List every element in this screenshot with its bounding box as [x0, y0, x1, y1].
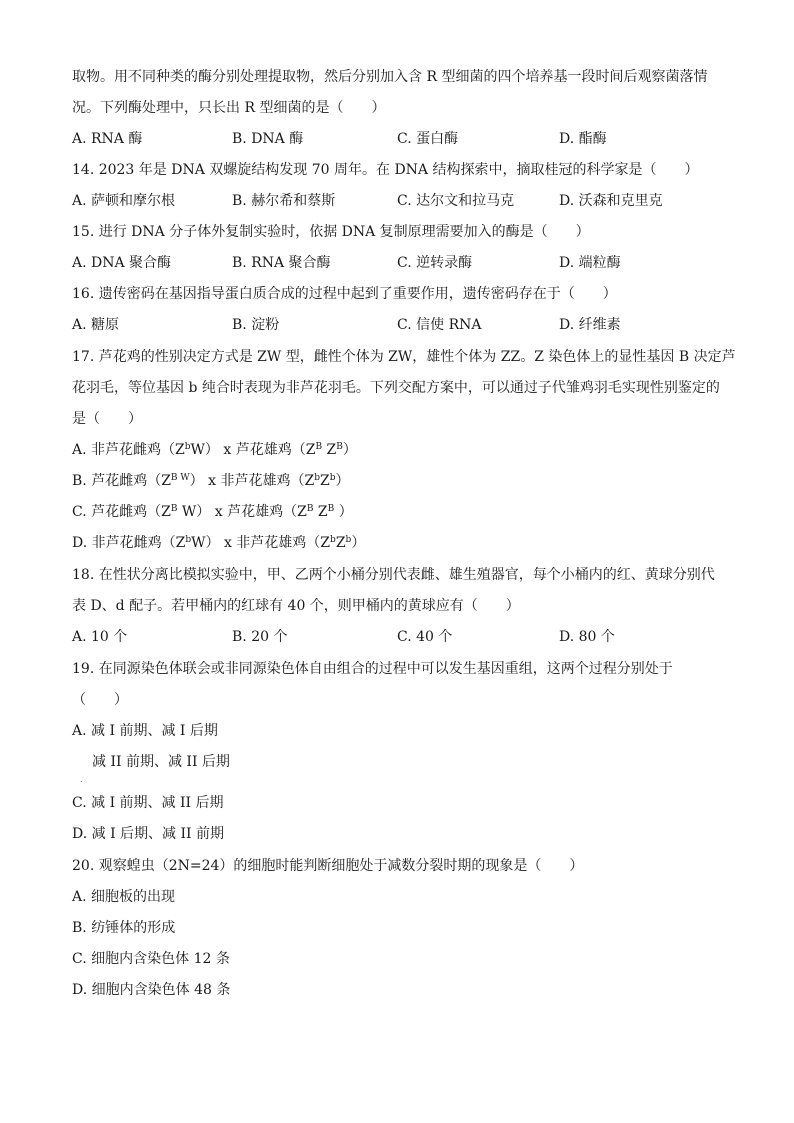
option-text: ） x 非芦花雄鸡（Z [189, 473, 315, 489]
superscript: B [327, 504, 335, 514]
superscript: B W [170, 473, 190, 483]
q16-option-c[interactable]: C. 信使 RNA [397, 317, 482, 333]
superscript: B [336, 442, 343, 452]
q19-stem-line2: （ ） [72, 692, 128, 708]
superscript: b [345, 535, 352, 545]
superscript: b [184, 442, 191, 452]
superscript: b [185, 535, 192, 545]
q16-option-d[interactable]: D. 纤维素 [559, 317, 621, 333]
q13-option-a[interactable]: A. RNA 酶 [72, 131, 143, 147]
q20-option-b[interactable]: B. 纺锤体的形成 [72, 920, 176, 936]
q13-option-b[interactable]: B. DNA 酶 [232, 131, 304, 147]
q20-option-a[interactable]: A. 细胞板的出现 [72, 889, 176, 905]
q18-option-d[interactable]: D. 80 个 [559, 629, 615, 645]
q18-stem-line1: 18. 在性状分离比模拟实验中，甲、乙两个小桶分别代表雌、雄生殖器官，每个小桶内的红、黄球分别代 [72, 567, 715, 583]
option-text: ） [351, 535, 366, 551]
q13-option-c[interactable]: C. 蛋白酶 [397, 131, 459, 147]
option-text: ） [335, 473, 350, 489]
option-text: Z [335, 535, 346, 551]
q18-option-c[interactable]: C. 40 个 [397, 629, 453, 645]
q18-option-a[interactable]: A. 10 个 [72, 629, 128, 645]
q18-option-b[interactable]: B. 20 个 [232, 629, 288, 645]
q15-option-a[interactable]: A. DNA 聚合酶 [72, 255, 172, 271]
option-text: Z [313, 504, 328, 520]
q15-stem: 15. 进行 DNA 分子体外复制实验时，依据 DNA 复制原理需要加入的酶是（ ） [72, 224, 590, 240]
option-text: B. 芦花雌鸡（Z [72, 473, 171, 489]
option-text: W） x 非芦花雄鸡（Z [191, 535, 331, 551]
option-text: Z [322, 442, 337, 458]
superscript: b [329, 473, 336, 483]
q16-option-b[interactable]: B. 淀粉 [232, 317, 280, 333]
q13-text-line2: 况。下列酶处理中，只长出 R 型细菌的是（ ） [72, 100, 386, 116]
q15-option-b[interactable]: B. RNA 聚合酶 [232, 255, 331, 271]
q19-option-d[interactable]: D. 减 I 后期、减 II 前期 [72, 826, 225, 842]
q18-stem-line2: 表 D、d 配子。若甲桶内的红球有 40 个，则甲桶内的黄球应有（ ） [72, 598, 520, 614]
q20-stem: 20. 观察蝗虫（2N=24）的细胞时能判断细胞处于减数分裂时期的现象是（ ） [72, 858, 584, 874]
superscript: B [306, 504, 314, 514]
q17-stem-line1: 17. 芦花鸡的性别决定方式是 ZW 型，雌性个体为 ZW，雄性个体为 ZZ。Z 染色体上的显性基因 B 决定芦 [72, 349, 736, 365]
superscript: B [170, 504, 178, 514]
q15-option-d[interactable]: D. 端粒酶 [559, 255, 621, 271]
q19-stem-line1: 19. 在同源染色体联会或非同源染色体自由组合的过程中可以发生基因重组，这两个过程分别处于 [72, 661, 673, 677]
q14-option-d[interactable]: D. 沃森和克里克 [559, 193, 663, 209]
q19-option-c[interactable]: C. 减 I 前期、减 II 后期 [72, 795, 224, 811]
option-text: ） [334, 504, 353, 520]
scan-mark: . [80, 775, 83, 784]
option-text: ） [342, 442, 357, 458]
q20-option-d[interactable]: D. 细胞内含染色体 48 条 [72, 982, 231, 998]
q17-stem-line3: 是（ ） [72, 411, 142, 427]
option-text: Z [319, 473, 330, 489]
option-text: D. 非芦花雌鸡（Z [72, 535, 186, 551]
q17-option-a[interactable] [72, 440, 357, 460]
superscript: b [314, 473, 320, 483]
q13-text-line1: 取物。用不同种类的酶分别处理提取物，然后分别加入含 R 型细菌的四个培养基一段时间后观察菌落情 [72, 69, 708, 85]
superscript: b [330, 535, 336, 545]
q20-option-c[interactable]: C. 细胞内含染色体 12 条 [72, 951, 230, 967]
q13-option-d[interactable]: D. 酯酶 [559, 131, 607, 147]
q14-option-a[interactable]: A. 萨顿和摩尔根 [72, 193, 176, 209]
q17-stem-line2: 花羽毛，等位基因 b 纯合时表现为非芦花羽毛。下列交配方案中，可以通过子代雏鸡羽毛实现性别鉴定的 [72, 380, 720, 396]
superscript: B [315, 442, 323, 452]
q17-option-d[interactable] [72, 533, 365, 553]
q17-option-c[interactable] [72, 502, 353, 522]
q14-option-b[interactable]: B. 赫尔希和蔡斯 [232, 193, 336, 209]
q17-option-b[interactable] [72, 471, 349, 491]
option-text: A. 非芦花雌鸡（Z [72, 442, 185, 458]
q19-option-b[interactable]: 减 II 前期、减 II 后期 [92, 754, 230, 770]
q19-option-a[interactable]: A. 减 I 前期、减 I 后期 [72, 723, 218, 739]
option-text: W） x 芦花雄鸡（Z [190, 442, 316, 458]
q14-option-c[interactable]: C. 达尔文和拉马克 [397, 193, 515, 209]
option-text: C. 芦花雌鸡（Z [72, 504, 171, 520]
q14-stem: 14. 2023 年是 DNA 双螺旋结构发现 70 周年。在 DNA 结构探索中，摘取桂冠的科学家是（ ） [72, 162, 699, 178]
q15-option-c[interactable]: C. 逆转录酶 [397, 255, 473, 271]
option-text: W） x 芦花雄鸡（Z [177, 504, 307, 520]
q16-option-a[interactable]: A. 糖原 [72, 317, 120, 333]
q16-stem: 16. 遗传密码在基因指导蛋白质合成的过程中起到了重要作用，遗传密码存在于（ ） [72, 286, 617, 302]
